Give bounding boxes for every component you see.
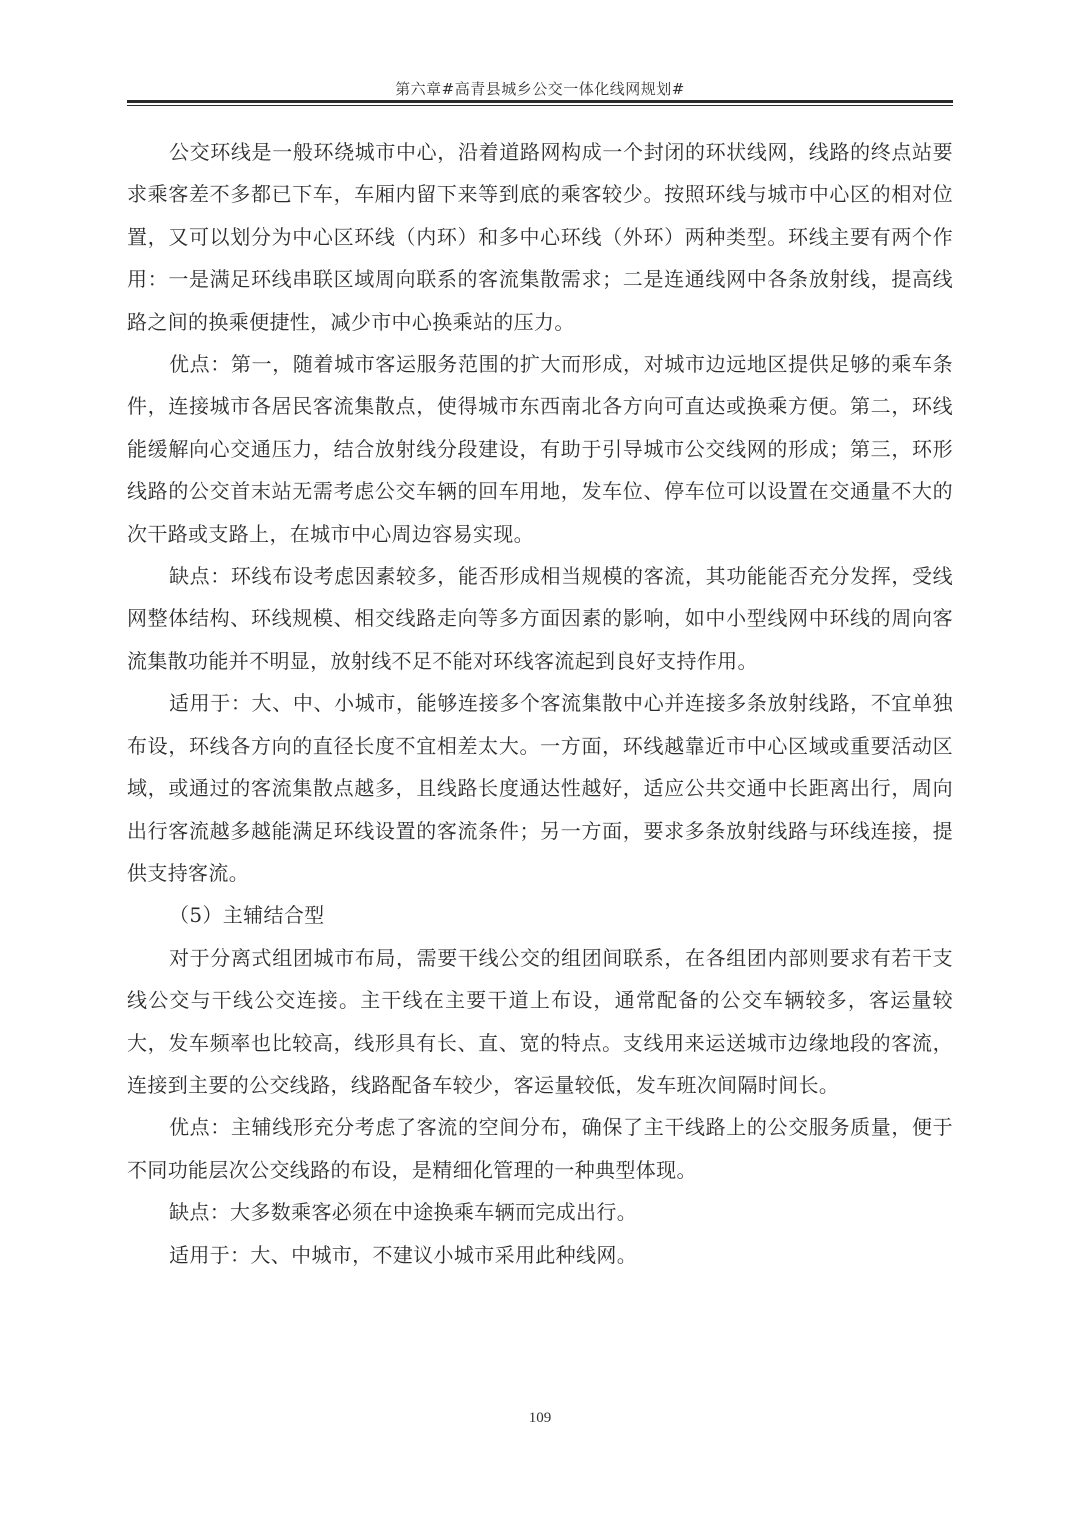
paragraph-ring-line-advantages: 优点：第一，随着城市客运服务范围的扩大而形成，对城市边远地区提供足够的乘车条件，连接城市各居民客流集散点，使得城市东西南北各方向可直达或换乘方便。第二，环线能缓解向心交通压力，结合放射线分段建设，有助于引导城市公交线网的形成；第三，环形线路的公交首末站无需考虑公交车辆的回车用地，发车位、停车位可以设置在交通量不大的次干路或支路上，在城市中心周边容易实现。 [127, 352, 953, 546]
paragraph-ring-line-disadvantages: 缺点：环线布设考虑因素较多，能否形成相当规模的客流，其功能能否充分发挥，受线网整体结构、环线规模、相交线路走向等多方面因素的影响，如中小型线网中环线的周向客流集散功能并不明显，放射线不足不能对环线客流起到良好支持作用。 [127, 564, 953, 673]
paragraph-trunk-feeder-applicability: 适用于：大、中城市，不建议小城市采用此种线网。 [169, 1242, 638, 1267]
paragraph-trunk-feeder-advantages: 优点：主辅线形充分考虑了客流的空间分布，确保了主干线路上的公交服务质量，便于不同功能层次公交线路的布设，是精细化管理的一种典型体现。 [127, 1115, 953, 1182]
paragraph-trunk-feeder-intro: 对于分离式组团城市布局，需要干线公交的组团间联系，在各组团内部则要求有若干支线公交与干线公交连接。主干线在主要干道上布设，通常配备的公交车辆较多，客运量较大，发车频率也比较高，线形具有长、直、宽的特点。支线用来运送城市边缘地段的客流，连接到主要的公交线路，线路配备车较少，客运量较低，发车班次间隔时间长。 [127, 945, 953, 1097]
body-text [127, 131, 953, 1276]
section-heading-trunk-feeder: （5）主辅结合型 [169, 903, 325, 928]
page-header [127, 72, 953, 106]
paragraph-ring-line-applicability: 适用于：大、中、小城市，能够连接多个客流集散中心并连接多条放射线路，不宜单独布设，环线各方向的直径长度不宜相差太大。一方面，环线越靠近市中心区域或重要活动区域，或通过的客流集散点越多，且线路长度通达性越好，适应公共交通中长距离出行，周向出行客流越多越能满足环线设置的客流条件；另一方面，要求多条放射线路与环线连接，提供支持客流。 [127, 691, 953, 885]
header-rule-thick [127, 100, 953, 103]
page-number: 109 [528, 1410, 552, 1426]
paragraph-ring-line-intro: 公交环线是一般环绕城市中心，沿着道路网构成一个封闭的环状线网，线路的终点站要求乘客差不多都已下车，车厢内留下来等到底的乘客较少。按照环线与城市中心区的相对位置，又可以划分为中心区环线（内环）和多中心环线（外环）两种类型。环线主要有两个作用：一是满足环线串联区域周向联系的客流集散需求；二是连通线网中各条放射线，提高线路之间的换乘便捷性，减少市中心换乘站的压力。 [127, 140, 953, 334]
paragraph-trunk-feeder-disadvantages: 缺点：大多数乘客必须在中途换乘车辆而完成出行。 [169, 1200, 638, 1225]
header-title: 第六章#高青县城乡公交一体化线网规划# [395, 80, 685, 98]
header-rule-thin [127, 105, 953, 106]
